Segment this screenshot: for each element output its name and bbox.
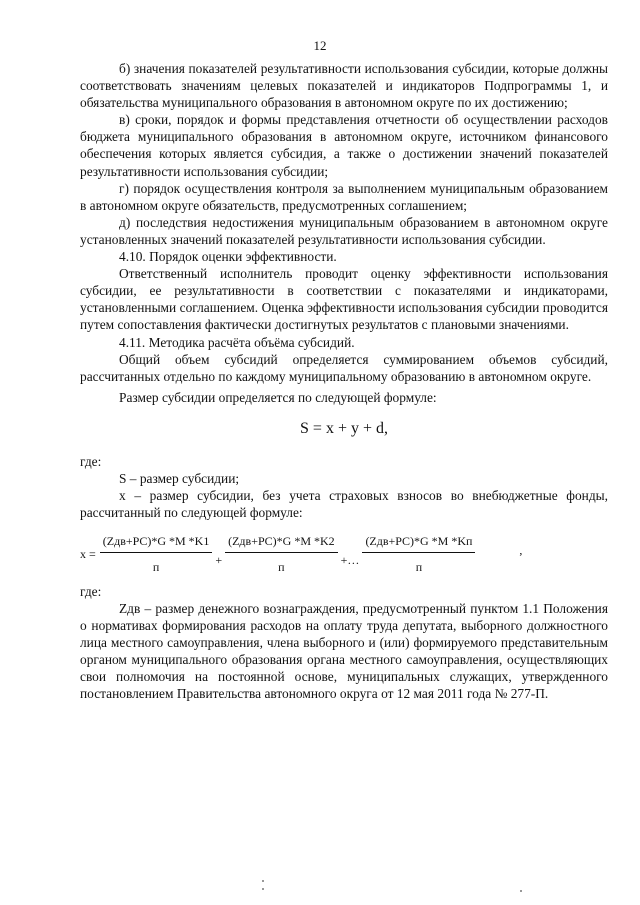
formula-x-denominator-1: п xyxy=(152,560,160,575)
page-number: 12 xyxy=(313,38,327,53)
where-label-2: где: xyxy=(80,583,102,599)
formula-x-term-n xyxy=(362,533,475,576)
formula-x-term-2 xyxy=(225,533,338,576)
formula-x xyxy=(80,533,608,576)
formula-x-numerator-2: (Zдв+PC)*G *M *K2 xyxy=(225,533,338,553)
paragraph-total-volume: Общий объем субсидий определяется суммированием объемов субсидий, рассчитанных отдельно по каждому муниципальному образованию в автономном округе. xyxy=(80,351,608,384)
formula-x-denominator-2: п xyxy=(278,560,285,575)
paragraph-formula-intro: Размер субсидии определяется по следующей формуле: xyxy=(119,389,437,405)
scan-artifact xyxy=(262,880,264,882)
formula-x-denominator-n: п xyxy=(415,560,423,575)
section-heading-4-11: 4.11. Методика расчёта объёма субсидий. xyxy=(119,334,355,350)
definition-zdv: Zдв – размер денежного вознаграждения, предусмотренный пунктом 1.1 Положения о нормативах формирования расходов на оплату труда депутата, выборного должностного лица местного самоуправления, члена выборного и (или) формируемого представительным органом муниципального образования органа местного самоуправления, осуществляющих свои полномочия на постоянной основе, муниципальных служащих, утвержденного постановлением Правительства автономного округа от 12 мая 2011 года № 277-П. xyxy=(80,600,608,702)
definition-s: S – размер субсидии; xyxy=(119,471,240,487)
paragraph-g: г) порядок осуществления контроля за выполнением муниципальным образованием в автономном округе обязательств, предусмотренных соглашением; xyxy=(80,180,608,213)
section-heading-4-10: 4.10. Порядок оценки эффективности. xyxy=(119,249,337,265)
formula-x-numerator-n: (Zдв+PC)*G *M *Kп xyxy=(362,533,475,553)
formula-main: S = x + y + d, xyxy=(300,419,388,437)
definition-x: x – размер субсидии, без учета страховых взносов во внебюджетные фонды, рассчитанный по следующей формуле: xyxy=(80,488,608,521)
formula-x-lhs: x = xyxy=(80,547,96,562)
scan-artifact xyxy=(262,888,264,890)
formula-x-term-1 xyxy=(100,533,213,576)
paragraph-v: в) сроки, порядок и формы представления отчетности об осуществлении расходов бюджета муниципального образования в автономном округе, источником финансового обеспечения которых является субсидия, а также о достижении значений показателей результативности использования субсидии; xyxy=(80,112,608,179)
where-label: где: xyxy=(80,453,102,469)
paragraph-efficiency: Ответственный исполнитель проводит оценку эффективности использования субсидии, ее результативности в соответствии с показателями и индикаторами, установленными соглашением. Оценка эффективности использования субсидии проводится путем сопоставления фактически достигнутых результатов с плановыми значениями. xyxy=(80,266,608,333)
scan-artifact xyxy=(520,890,522,892)
formula-x-numerator-1: (Zдв+PC)*G *M *K1 xyxy=(100,533,213,553)
paragraph-b: б) значения показателей результативности использования субсидии, которые должны соответствовать значениям целевых показателей и индикаторов Подпрограммы 1, и обязательства муниципального образования в автономном округе по их достижению; xyxy=(80,61,608,111)
formula-x-tail-comma: , xyxy=(519,543,523,558)
formula-x-plus-dots: +… xyxy=(340,553,360,568)
document-body xyxy=(80,60,608,702)
paragraph-d: д) последствия недостижения муниципальным образованием в автономном округе установленных значений показателей результативности использования субсидии. xyxy=(80,214,608,247)
formula-x-plus: + xyxy=(215,553,223,568)
